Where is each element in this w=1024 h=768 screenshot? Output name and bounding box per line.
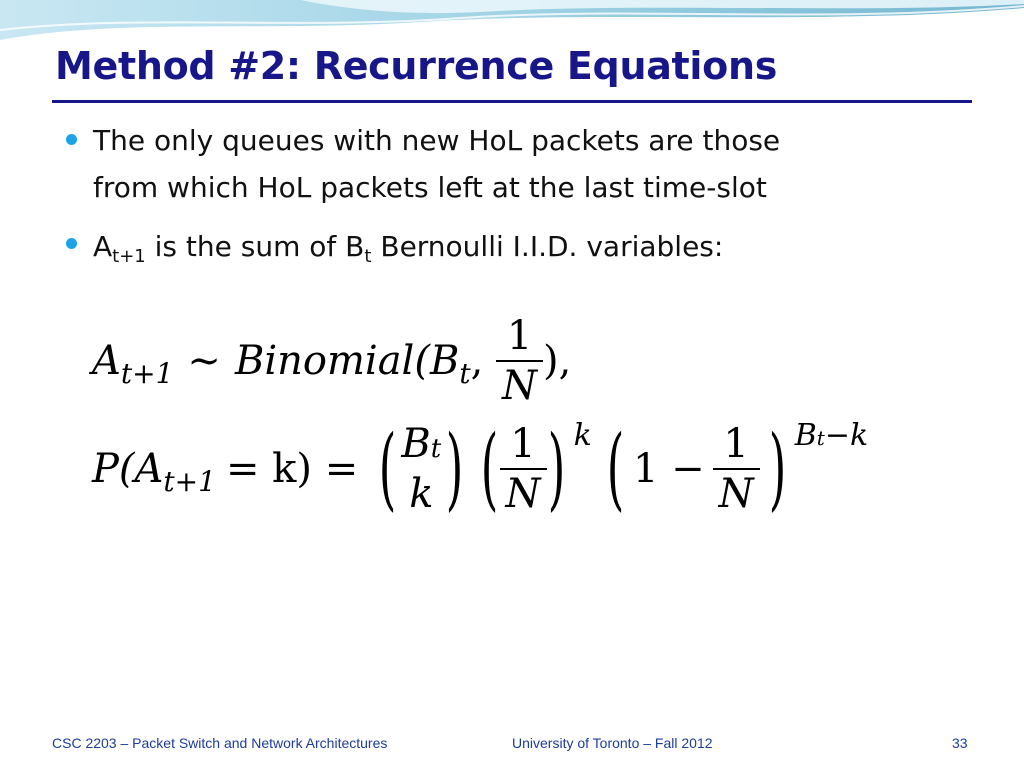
- eq2-frac1-den: N: [505, 471, 541, 517]
- eq2-binom-bottom: k: [409, 471, 434, 517]
- eq2-frac2-num: 1: [723, 421, 749, 467]
- eq2-frac1-bar: [500, 468, 547, 470]
- bullet-2-a: A: [93, 230, 113, 263]
- eq2-a-sub: t+1: [163, 464, 216, 498]
- eq1-lhs-sub: t+1: [120, 356, 174, 390]
- eq1-fraction: [496, 313, 543, 409]
- header-wave-decoration: [0, 0, 1024, 50]
- eq2-p: P(: [92, 446, 135, 492]
- eq1-arg1: B: [429, 338, 460, 384]
- eq2-frac1-num: 1: [510, 421, 536, 467]
- bullet-2-end: Bernoulli I.I.D. variables:: [371, 230, 724, 263]
- slide-title: Method #2: Recurrence Equations: [55, 44, 778, 88]
- eq2-exponent-k: k: [573, 417, 592, 453]
- eq1-func: Binomial(: [234, 338, 430, 384]
- eq2-one-minus: 1 −: [632, 446, 705, 492]
- eq1-frac-num: 1: [506, 313, 533, 359]
- bullet-2-a-sub: t+1: [112, 246, 146, 267]
- eq2-exponent-bt-k: Bt−k: [794, 417, 869, 453]
- eq1-frac-den: N: [502, 363, 538, 409]
- eq2-binom: [395, 421, 447, 517]
- bullet-2-b-sub: t: [364, 246, 372, 267]
- eq2-binom-top: B: [401, 421, 431, 467]
- eq2-fraction-1: [500, 421, 547, 517]
- title-underline: [52, 100, 972, 103]
- bullet-2-dot-icon: [66, 238, 77, 249]
- bullet-1-line-2: from which HoL packets left at the last time-slot: [93, 171, 767, 204]
- bullet-1-dot-icon: [66, 134, 77, 145]
- footer-page-number: 33: [952, 735, 968, 751]
- eq2-frac2-den: N: [718, 471, 754, 517]
- equation-probability: P( A t+1 = k) = ( Bt k ) ( $\frac{1}{N}$ ) k ( 1 − $\frac{1}{N}$ ) Bt−k: [92, 416, 869, 521]
- eq2-fraction-2: [713, 421, 760, 517]
- eq1-frac-bar: [496, 360, 543, 362]
- bullet-1-line-1: The only queues with new HoL packets are those: [93, 124, 781, 157]
- eq2-equals-k: = k) =: [225, 446, 359, 492]
- eq2-binom-top-sub: t: [430, 434, 442, 464]
- eq1-arg1-sub: t: [459, 356, 471, 390]
- footer-course: CSC 2203 – Packet Switch and Network Architectures: [52, 735, 388, 751]
- eq2-frac2-bar: [713, 468, 760, 470]
- bullet-2-mid: is the sum of B: [145, 230, 365, 263]
- bullet-2-text: [93, 224, 723, 270]
- eq2-a: A: [134, 446, 164, 492]
- equation-binomial: A t+1 ∼ Binomial( B t , $\frac{1}{N}$ ),: [92, 313, 572, 409]
- eq1-tilde: ∼: [187, 338, 221, 384]
- eq1-lhs: A: [92, 338, 121, 384]
- eq1-close: ),: [543, 338, 572, 384]
- footer-university: University of Toronto – Fall 2012: [512, 735, 713, 751]
